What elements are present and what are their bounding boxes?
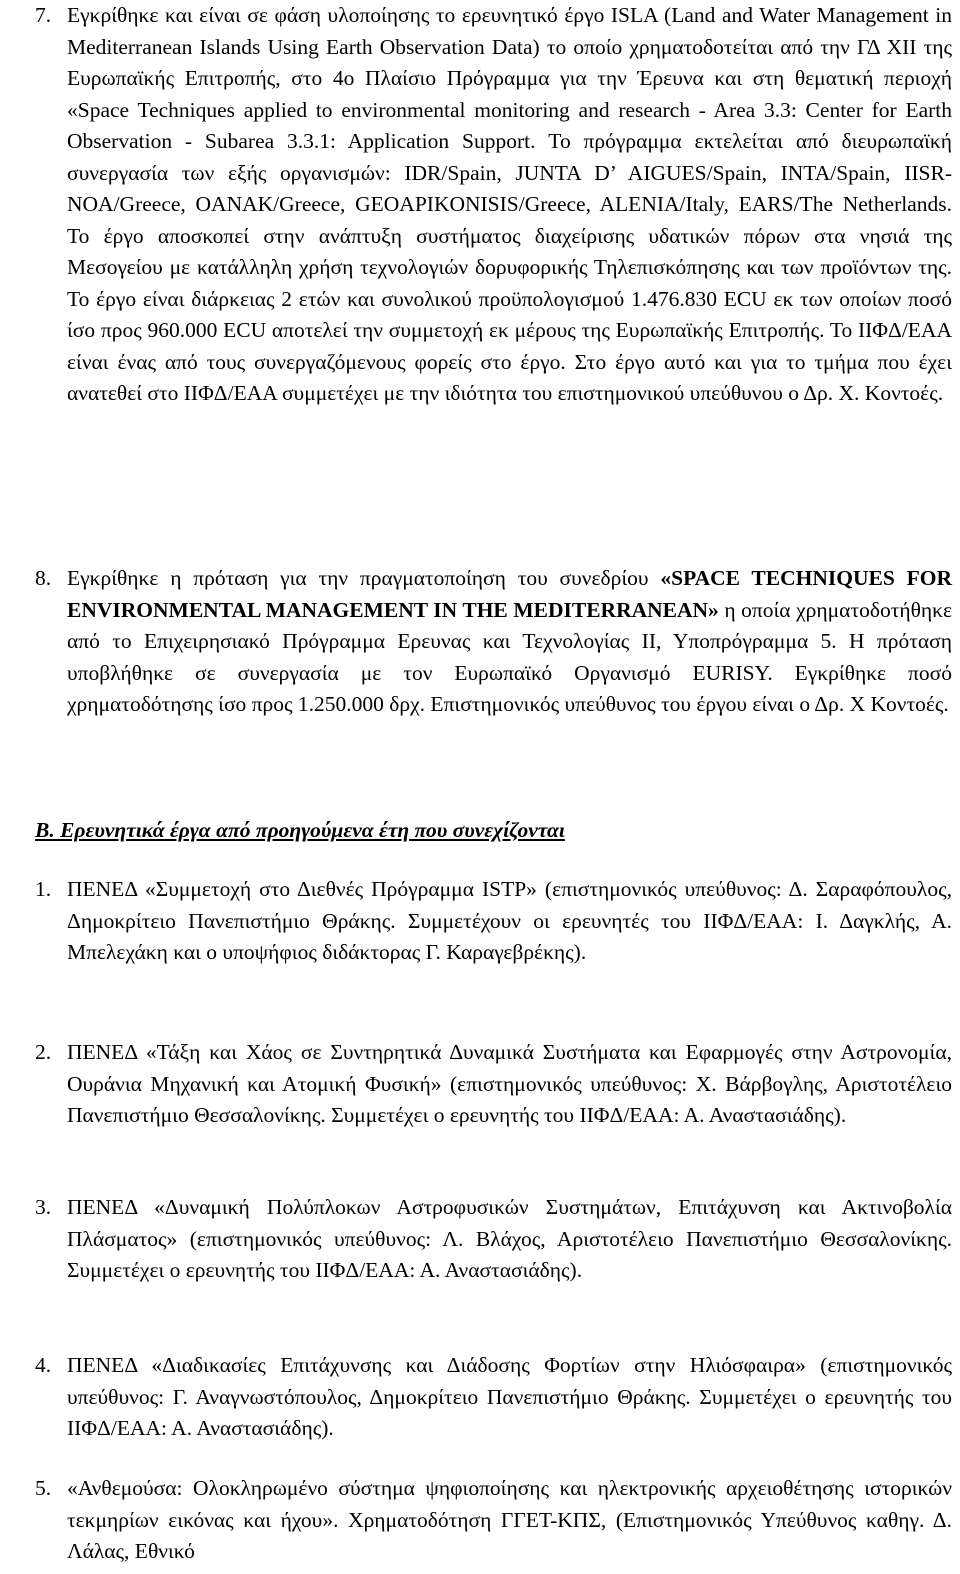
item-text: ΠΕΝΕΔ «Δυναμική Πολύπλοκων Αστροφυσικών Συστημάτων, Επιτάχυνση και Ακτινοβολία Πλάσματος» (επιστημονικός υπεύθυνος: Λ. Βλάχος, Αριστοτέλειο Πανεπιστήμιο Θεσσαλονίκης. Συμμετέχει ο ερευνητής του ΙΙΦΔ/ΕΑΑ: Α. Αναστασιάδης).	[67, 1195, 952, 1282]
paragraph-item-7	[35, 0, 952, 410]
item-text	[67, 563, 952, 721]
item-number: 2.	[35, 1040, 52, 1064]
item-number: 5.	[35, 1476, 52, 1500]
item-number: 1.	[35, 877, 52, 901]
sub-item-5	[35, 1473, 952, 1568]
item-number: 4.	[35, 1353, 52, 1377]
item-text-after: η οποία χρηματοδοτήθηκε από το Επιχειρησιακό Πρόγραμμα Ερευνας και Τεχνολογίας ΙΙ, Υποπρόγραμμα 5. Η πρόταση υποβλήθηκε σε συνεργασία με τον Ευρωπαϊκό Οργανισμό EURISY. Εγκρίθηκε ποσό χρηματοδότησης ίσο προς 1.250.000 δρχ. Επιστημονικός υπεύθυνος του έργου είναι ο Δρ. Χ Κοντοές.	[67, 597, 952, 716]
item-text: Εγκρίθηκε και είναι σε φάση υλοποίησης το ερευνητικό έργο ISLA (Land and Water Management in Mediterranean Islands Using Earth Observation Data) το οποίο χρηματοδοτείται από την ΓΔ XII της Ευρωπαϊκής Επιτροπής, στο 4ο Πλαίσιο Πρόγραμμα για την Έρευνα και στη θεματική περιοχή «Space Techniques applied to environmental monitoring and research - Area 3.3: Center for Earth Observation - Subarea 3.3.1: Application Support. Το πρόγραμμα εκτελείται από διευρωπαϊκή συνεργασία των εξής οργανισμών: IDR/Spain, JUNTA D’ AIGUES/Spain, INTA/Spain, IISR-NOA/Greece, OANAK/Greece, GEOAPIKONISIS/Greece, ALENIA/Italy, EARS/The Netherlands. Το έργο αποσκοπεί στην ανάπτυξη συστήματος διαχείρισης υδατικών πόρων στα νησιά της Μεσογείου με κατάλληλη χρήση τεχνολογιών δορυφορικής Τηλεπισκόπησης και των προϊόντων της. Το έργο είναι διάρκειας 2 ετών και συνολικού προϋπολογισμού 1.476.830 ECU εκ των οποίων ποσό ίσο προς 960.000 ECU αποτελεί την συμμετοχή εκ μέρους της Ευρωπαϊκής Επιτροπής. Το ΙΙΦΔ/ΕΑΑ είναι ένας από τους συνεργαζόμενους φορείς στο έργο. Στο έργο αυτό και για το τμήμα που έχει ανατεθεί στο ΙΙΦΔ/ΕΑΑ συμμετέχει με την ιδιότητα του επιστημονικού υπεύθυνου ο Δρ. Χ. Κοντοές.	[67, 3, 952, 405]
item-text: ΠΕΝΕΔ «Διαδικασίες Επιτάχυνσης και Διάδοσης Φορτίων στην Ηλιόσφαιρα» (επιστημονικός υπεύθυνος: Γ. Αναγνωστόπουλος, Δημοκρίτειο Πανεπιστήμιο Θράκης. Συμμετέχει ο ερευνητής του ΙΙΦΔ/ΕΑΑ: Α. Αναστασιάδης).	[67, 1353, 952, 1440]
sub-item-4	[35, 1350, 952, 1445]
sub-item-2	[35, 1037, 952, 1132]
item-text: ΠΕΝΕΔ «Συμμετοχή στο Διεθνές Πρόγραμμα ISTP» (επιστημονικός υπεύθυνος: Δ. Σαραφόπουλος, Δημοκρίτειο Πανεπιστήμιο Θράκης. Συμμετέχουν οι ερευνητές του ΙΙΦΔ/ΕΑΑ: Ι. Δαγκλής, Α. Μπελεχάκη και ο υποψήφιος διδάκτορας Γ. Καραγεβρέκης).	[67, 877, 952, 964]
item-text: «Ανθεμούσα: Ολοκληρωμένο σύστημα ψηφιοποίησης και ηλεκτρονικής αρχειοθέτησης ιστορικών τεκμηρίων εικόνας και ήχου». Χρηματοδότηση ΓΓΕΤ-ΚΠΣ, (Επιστημονικός Υπεύθυνος καθηγ. Δ. Λάλας, Εθνικό	[67, 1476, 952, 1563]
item-text: ΠΕΝΕΔ «Τάξη και Χάος σε Συντηρητικά Δυναμικά Συστήματα και Εφαρμογές στην Αστρονομία, Ουράνια Μηχανική και Ατομική Φυσική» (επιστημονικός υπεύθυνος: Χ. Βάρβογλης, Αριστοτέλειο Πανεπιστήμιο Θεσσαλονίκης. Συμμετέχει ο ερευνητής του ΙΙΦΔ/ΕΑΑ: Α. Αναστασιάδης).	[67, 1040, 952, 1127]
item-number: 8.	[35, 566, 52, 590]
paragraph-item-8	[35, 563, 952, 721]
sub-item-3	[35, 1192, 952, 1287]
conference-title: «SPACE TECHNIQUES FOR ENVIRONMENTAL MANAGEMENT IN THE MEDITERRANEAN»	[67, 566, 952, 622]
item-number: 7.	[35, 3, 52, 27]
sub-item-1	[35, 874, 952, 969]
item-number: 3.	[35, 1195, 52, 1219]
item-text-before: Εγκρίθηκε η πρόταση για την πραγματοποίηση του συνεδρίου	[67, 566, 661, 590]
section-heading: Β. Ερευνητικά έργα από προηγούμενα έτη που συνεχίζονται	[35, 818, 565, 842]
